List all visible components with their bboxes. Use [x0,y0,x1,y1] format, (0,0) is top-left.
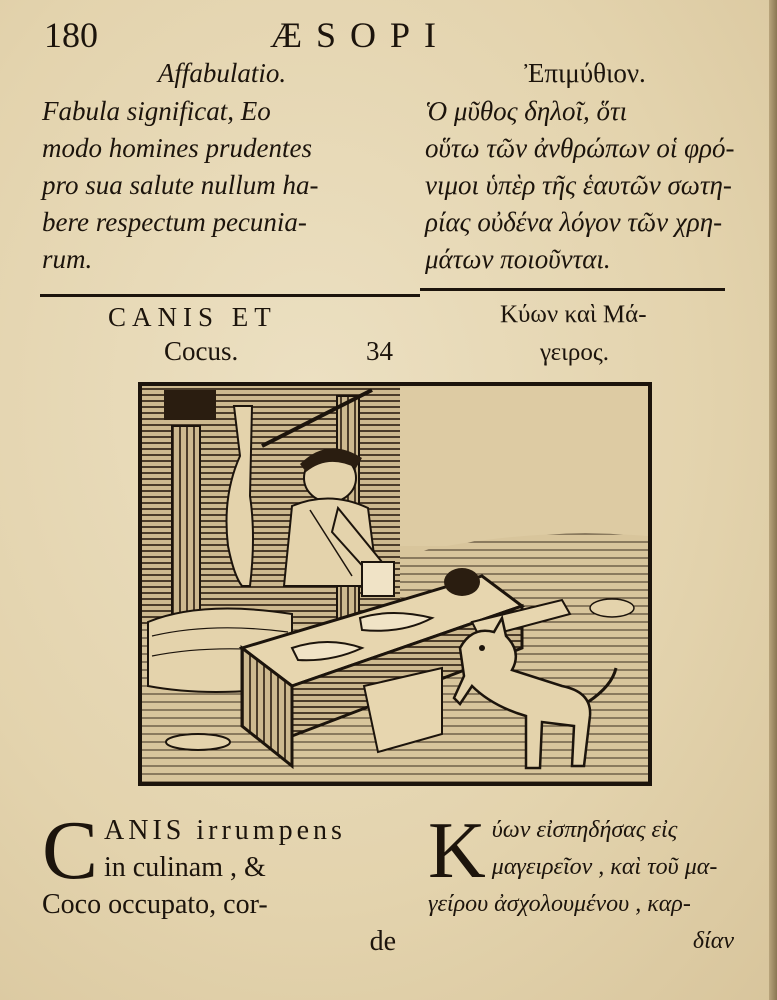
moral-line-greek-1: Ὁ μῦθος δηλοῖ, ὅτι [425,96,628,126]
moral-heading-greek: Ἐπιμύθιον. [524,58,646,88]
moral-greek-column [425,58,745,278]
fable-greek-line-3: γείρου ἀσχολουμένου , καρ- [428,891,691,917]
moral-line-greek-2: οὕτω τῶν ἀνθρώπων οἱ φρό- [425,133,735,163]
moral-line-latin-2: modo homines prudentes [42,133,312,163]
fable-latin-line-2: in culinam , & [104,852,266,883]
moral-heading-latin: Affabulatio. [157,58,287,88]
running-title: ÆSOPI [270,15,451,55]
section-rule-right [420,288,725,291]
section-rule-left [40,294,420,297]
dropcap-latin: C [42,804,99,897]
fable-text-latin [42,804,402,960]
page-number: 180 [44,15,98,55]
moral-line-latin-4: bere respectum pecunia- [42,207,307,237]
moral-line-latin-1: Fabula significat, Eo [42,96,271,126]
dropcap-greek: K [428,807,486,895]
moral-latin-column [42,58,402,278]
fable-text-greek [428,807,748,960]
page-header [0,8,777,58]
fable-title-greek-line1: Κύων καὶ Μά- [500,301,647,328]
fable-greek-line-4: δίαν [692,928,734,954]
fable-title-latin-line1: CANIS ET [108,302,277,332]
fable-latin-line-3: Coco occupato, cor- [42,889,268,920]
fable-greek-line-2: μαγειρεῖον , καὶ τοῦ μα- [491,854,718,880]
fable-title-latin-line2: Cocus. [164,336,239,366]
fable-greek-line-1: ύων εἰσπηδήσας εἰς [491,817,678,843]
fable-latin-line-1: ANIS irrumpens [104,815,346,846]
fable-title-latin [108,300,408,368]
fable-title-greek [500,296,700,372]
moral-line-latin-3: pro sua salute nullum ha- [42,170,319,200]
moral-line-latin-5: rum. [42,244,93,274]
moral-line-greek-3: νιμοι ὑπὲρ τῆς ἑαυτῶν σωτη- [425,170,732,200]
fable-latin-line-4: de [369,926,396,957]
fable-number: 34 [366,336,393,366]
moral-line-greek-4: ρίας οὐδένα λόγον τῶν χρη- [425,207,723,237]
fable-title-greek-line2: γειρος. [540,339,609,366]
moral-line-greek-5: μάτων ποιοῦνται. [425,244,611,274]
woodcut-drawing [142,386,648,782]
page-edge [769,0,777,1000]
woodcut-illustration [138,382,652,786]
